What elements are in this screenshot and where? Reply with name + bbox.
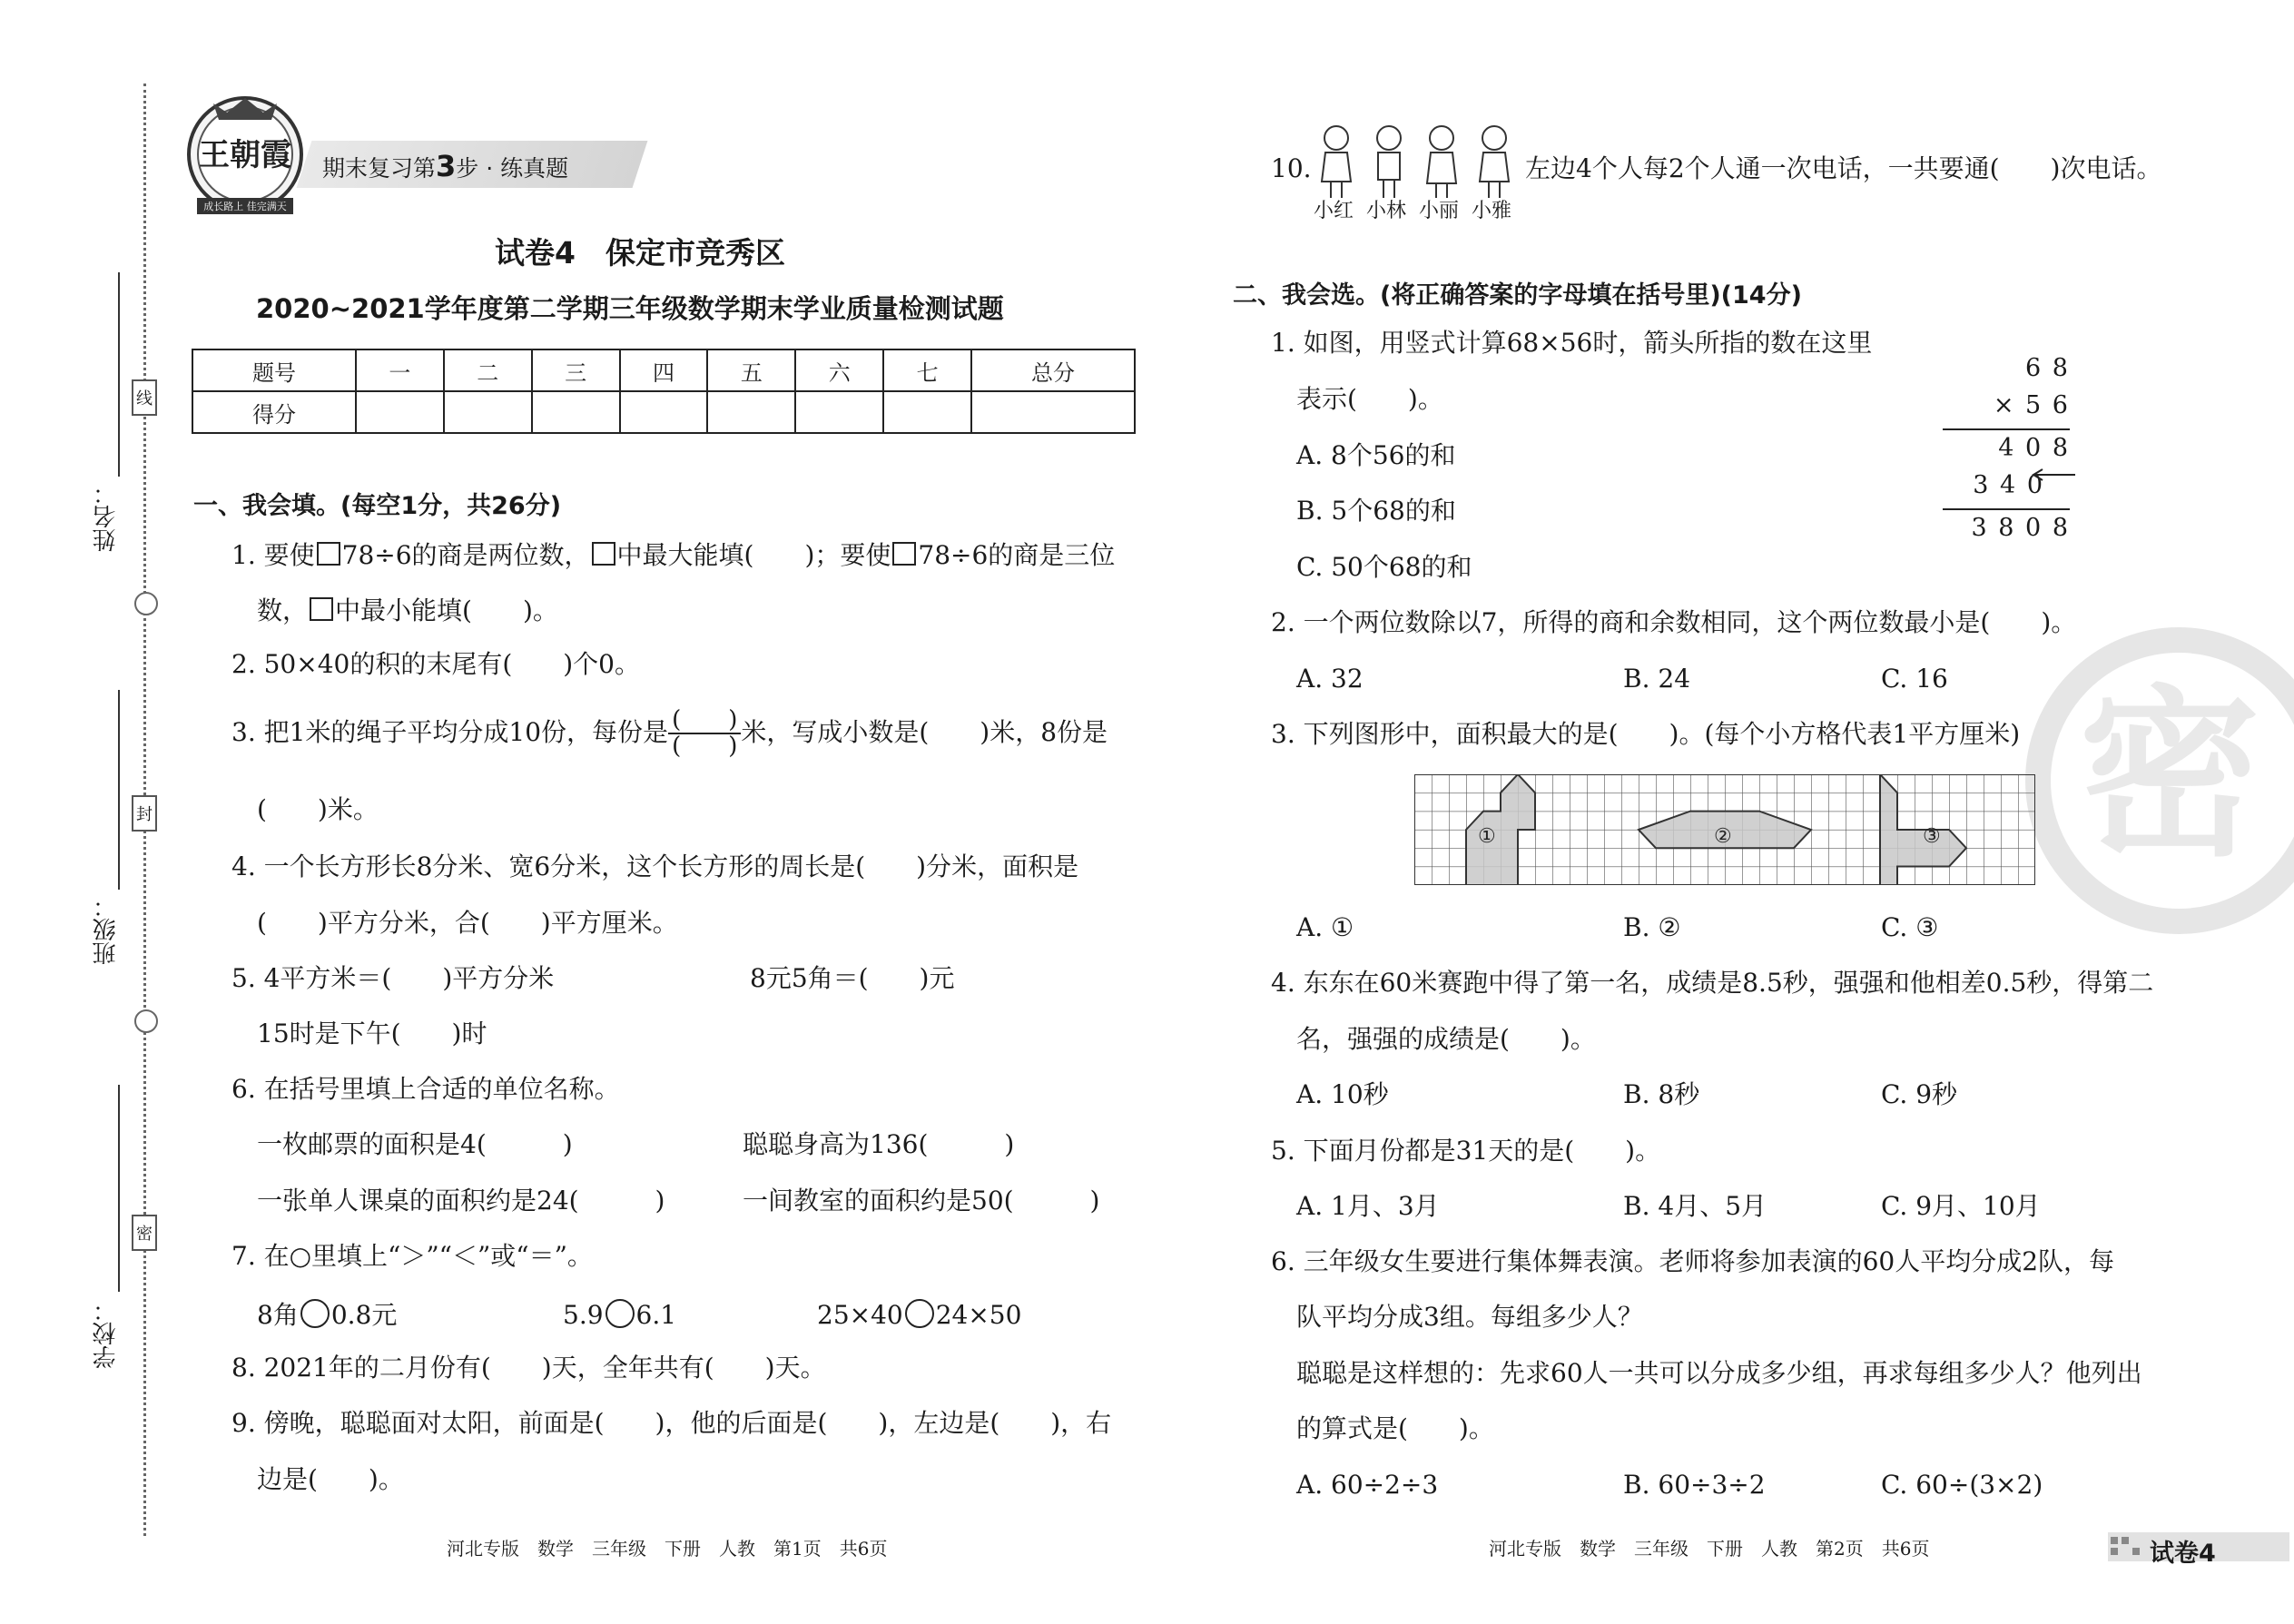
question-5b: 8元5角＝( )元 [750,963,955,993]
binding-hole [134,592,158,615]
score-cell: 六 [795,349,883,391]
calc-row: 3 8 0 8 [1971,514,2070,542]
question-8: 8. 2021年的二月份有( )天，全年共有( )天。 [231,1353,826,1383]
svg-text:王朝霞: 王朝霞 [199,137,291,173]
question-5a: 5. 4平方米＝( )平方分米 [231,963,555,993]
s2-q2-option-a[interactable]: A. 32 [1296,664,1364,694]
child-name: 小雅 [1472,200,1512,222]
s2-question-6-line4: 的算式是( )。 [1296,1413,1494,1443]
binding-hole [134,1009,158,1033]
step-banner: 期末复习第3步 · 练真题 [322,149,569,183]
s2-question-6-line3: 聪聪是这样想的：先求60人一共可以分成多少组，再求每组多少人？他列出 [1296,1358,2142,1388]
score-cell: 五 [707,349,795,391]
score-cell: 一 [356,349,444,391]
s2-question-1-line1: 1. 如图，用竖式计算68×56时，箭头所指的数在这里 [1271,328,1873,358]
question-4-line2: ( )平方分米，合( )平方厘米。 [257,908,678,938]
binding-mark-xian: 线 [132,379,157,416]
shape-label: ③ [1923,825,1941,848]
s2-q5-option-b[interactable]: B. 4月、5月 [1623,1191,1767,1221]
s2-question-5: 5. 下面月份都是31天的是( )。 [1271,1136,1661,1166]
s2-question-1-line2: 表示( )。 [1296,384,1443,414]
question-6a: 一枚邮票的面积是4( ) [257,1129,573,1159]
s2-q4-option-c[interactable]: C. 9秒 [1881,1079,1958,1109]
score-cell: 三 [532,349,620,391]
section1-title: 一、我会填。(每空1分，共26分) [193,492,562,520]
question-7c: 25×40 24×50 [817,1300,1022,1330]
score-entry-cell[interactable] [883,391,971,433]
calc-row: × 5 6 [1943,391,2070,430]
s2-q6-option-a[interactable]: A. 60÷2÷3 [1296,1470,1439,1500]
section2-title: 二、我会选。(将正确答案的字母填在括号里)(14分) [1233,281,1802,310]
score-table [192,349,1136,434]
question-1-line2: 数， 中最小能填( )。 [257,595,558,625]
s2-q1-option-a[interactable]: A. 8个56的和 [1296,440,1456,470]
calc-row: 4 0 8 [1998,434,2070,462]
s2-q5-option-c[interactable]: C. 9月、10月 [1881,1191,2041,1221]
score-row-label: 得分 [192,391,356,433]
calc-row: 6 8 [2025,354,2070,382]
school-field-line[interactable] [118,1085,120,1292]
score-cell: 总分 [971,349,1135,391]
s2-q3-option-a[interactable]: A. ① [1296,912,1354,942]
question-5c: 15时是下午( )时 [257,1019,487,1048]
binding-mark-feng: 封 [132,795,157,832]
score-entry-cell[interactable] [795,391,883,433]
score-cell: 二 [444,349,532,391]
class-field-line[interactable] [118,690,120,890]
question-6: 6. 在括号里填上合适的单位名称。 [231,1074,620,1104]
s2-q2-option-c[interactable]: C. 16 [1881,664,1948,694]
shape-label: ① [1478,825,1496,848]
s2-question-4-line1: 4. 东东在60米赛跑中得了第一名，成绩是8.5秒，强强和他相差0.5秒，得第二 [1271,968,2154,998]
blank-square [592,542,615,566]
question-3-line2: ( )米。 [257,794,379,824]
score-entry-cell[interactable] [356,391,444,433]
watermark-char: 密 [2079,670,2261,881]
compare-circle [605,1299,635,1328]
footer-left: 河北专版 数学 三年级 下册 人教 第1页 共6页 [447,1538,888,1560]
compare-circle [905,1299,934,1328]
score-entry-cell[interactable] [620,391,708,433]
footer-tag: 试卷4 [2150,1540,2216,1568]
child-name: 小林 [1366,200,1407,222]
question-6d: 一间教室的面积约是50( ) [743,1186,1100,1216]
score-entry-cell[interactable] [971,391,1135,433]
question-7b: 5.9 6.1 [563,1300,677,1330]
s2-q4-option-a[interactable]: A. 10秒 [1296,1079,1389,1109]
s2-question-2: 2. 一个两位数除以7，所得的商和余数相同，这个两位数最小是( )。 [1271,607,2077,637]
page-subtitle: 2020~2021学年度第二学期三年级数学期末学业质量检测试题 [256,293,1004,324]
calc-row: 3 4 0 [1943,471,2070,510]
svg-text:成长路上 佳完满天: 成长路上 佳完满天 [203,201,287,212]
score-entry-row [192,391,1135,433]
blank-square [892,542,916,566]
s2-question-6-line1: 6. 三年级女生要进行集体舞表演。老师将参加表演的60人平均分成2队，每 [1271,1246,2115,1276]
s2-q2-option-b[interactable]: B. 24 [1623,664,1691,694]
children-illustration [1309,118,1518,203]
score-entry-cell[interactable] [707,391,795,433]
score-cell: 题号 [192,349,356,391]
vertical-calculation [1943,354,2070,551]
shape-label: ② [1714,825,1732,848]
question-10-text: 左边4个人每2个人通一次电话，一共要通( )次电话。 [1525,153,2162,183]
s2-q1-option-c[interactable]: C. 50个68的和 [1296,552,1472,582]
fraction-blank: $\frac{( )}{( )}$ [668,708,741,760]
s2-question-4-line2: 名，强强的成绩是( )。 [1296,1024,1596,1054]
name-field-line[interactable] [118,272,120,477]
question-9-line2: 边是( )。 [257,1464,404,1494]
s2-q4-option-b[interactable]: B. 8秒 [1623,1079,1700,1109]
blank-square [317,542,340,566]
score-cell: 七 [883,349,971,391]
s2-question-6-line2: 队平均分成3组。每组多少人？ [1296,1302,1643,1332]
compare-circle [300,1299,330,1328]
question-7a: 8角 0.8元 [257,1300,398,1330]
brand-logo [177,91,313,226]
name-label: 姓名： [93,481,120,552]
child-name: 小红 [1314,200,1354,222]
s2-q3-option-c[interactable]: C. ③ [1881,912,1939,942]
arrow-icon [2032,468,2077,486]
question-9-line1: 9. 傍晚，聪聪面对太阳，前面是( )，他的后面是( )，左边是( )，右 [231,1408,1112,1438]
footer-right: 河北专版 数学 三年级 下册 人教 第2页 共6页 [1489,1538,1930,1560]
question-6c: 一张单人课桌的面积约是24( ) [257,1186,665,1216]
blank-square [310,597,333,621]
question-6b: 聪聪身高为136( ) [743,1129,1015,1159]
score-entry-cell[interactable] [444,391,532,433]
s2-q6-option-c[interactable]: C. 60÷(3×2) [1881,1470,2043,1500]
footer-tag-pattern [2111,1537,2141,1562]
page-title: 试卷4 保定市竞秀区 [495,235,785,271]
score-cell: 四 [620,349,708,391]
question-4-line1: 4. 一个长方形长8分米、宽6分米，这个长方形的周长是( )分米，面积是 [231,851,1079,881]
s2-q1-option-b[interactable]: B. 5个68的和 [1296,496,1456,526]
question-7: 7. 在○里填上“＞”“＜”或“＝”。 [231,1241,593,1271]
score-header-row [192,349,1135,391]
question-10-number: 10. [1271,153,1312,183]
child-name: 小丽 [1419,200,1460,222]
class-label: 班级： [93,894,120,965]
binding-mark-mi: 密 [132,1215,157,1251]
score-entry-cell[interactable] [532,391,620,433]
question-3-line1: 3. 把1米的绳子平均分成10份，每份是 $\frac{( )}{( )}$ 米，写成小数是( )米，8份是 [231,706,1108,761]
shape-grid-figure [1414,774,2035,885]
s2-question-3: 3. 下列图形中，面积最大的是( )。(每个小方格代表1平方厘米) [1271,719,2021,749]
question-1-line1: 1. 要使 78÷6的商是两位数， 中最大能填( )；要使 78÷6的商是三位 [231,540,1116,570]
s2-q5-option-a[interactable]: A. 1月、3月 [1296,1191,1440,1221]
school-label: 学校： [93,1298,120,1369]
question-2: 2. 50×40的积的末尾有( )个0。 [231,649,640,679]
s2-q6-option-b[interactable]: B. 60÷3÷2 [1623,1470,1766,1500]
s2-q3-option-b[interactable]: B. ② [1623,912,1681,942]
